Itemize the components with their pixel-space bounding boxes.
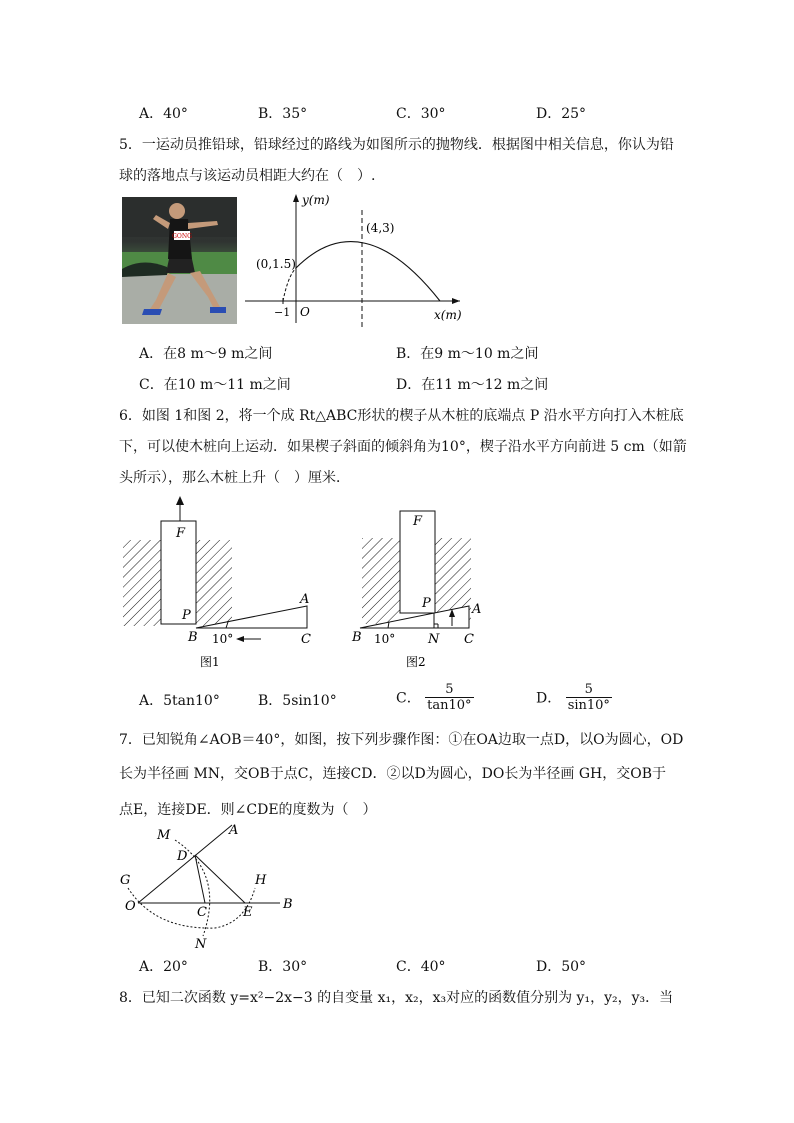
fig2-label-N: N [428,632,440,647]
fig2-label-F: F [413,514,423,529]
shot-put-photo [122,197,237,324]
vertex-point-label: (4,3) [366,221,395,235]
x-axis-label: x(m) [434,308,462,322]
q6-option-b: B．5sin10° [258,693,337,709]
q6-option-d: D． $\frac{5}{\sin 10^\circ}$ [536,682,610,713]
fig-label-E: E [243,905,253,920]
q5-option-c: C．在10 m～11 m之间 [139,377,291,393]
fig1-label-F: F [176,526,186,541]
q6-option-a: A．5tan10° [139,693,220,709]
q7-text-line1: 7．已知锐角∠AOB＝40°，如图，按下列步骤作图：①在OA边取一点D，以O为圆心，OD [119,732,684,748]
fig-label-N: N [195,937,207,952]
fig-label-O: O [125,899,136,914]
q8-text-line1: 8．已知二次函数 y=x²−2x−3 的自变量 x₁，x₂，x₃对应的函数值分别为 y₁，y₂，y₃．当 [119,990,674,1006]
q6-option-d-fraction: $\frac{5}{\sin 10^\circ}$ [567,682,610,713]
q6-option-c-fraction: $\frac{5}{\tan 10^\circ}$ [427,682,472,713]
fig1-angle-label: 10° [212,632,234,646]
q5-option-d: D．在11 m～12 m之间 [396,377,549,393]
fig1-caption: 图1 [200,655,220,669]
fig-label-H: H [255,873,267,888]
athlete-badge: GONG [172,233,192,240]
fig-label-B: B [283,897,293,912]
fig1-label-A: A [300,592,310,607]
parabola-graph [240,188,470,328]
origin-label: O [300,305,310,319]
fig2-label-C: C [464,632,474,647]
fig1-label-C: C [301,632,311,647]
q4-option-d: D．25° [536,106,587,122]
wedge-figure-2 [348,493,488,671]
q6-text-line1: 6．如图 1和图 2，将一个成 Rt△ABC形状的楔子从木桩的底端点 P 沿水平方向打入木桩底 [119,408,684,424]
fig2-angle-label: 10° [374,632,396,646]
fig2-caption: 图2 [406,655,426,669]
q5-option-a: A．在8 m～9 m之间 [139,346,273,362]
q6-option-c: C． $\frac{5}{\tan 10^\circ}$ [396,682,472,713]
q7-text-line2: 长为半径画 MN，交OB于点C，连接CD．②以D为圆心，DO长为半径画 GH，交OB于 [119,766,666,782]
fig2-label-A: A [472,602,482,617]
start-point-label: (0,1.5) [256,257,296,271]
q4-option-b: B．35° [258,106,308,122]
q7-option-c: C．40° [396,959,446,975]
fig-label-A: A [229,823,239,838]
athlete-figure [122,197,237,324]
fig-label-G: G [120,873,131,888]
q6-text-line2: 下，可以使木桩向上运动．如果楔子斜面的倾斜角为10°，楔子沿水平方向前进 5 cm（如箭 [119,439,687,455]
q4-option-c: C．30° [396,106,446,122]
fig-label-D: D [177,849,188,864]
angle-construction-figure [115,818,305,953]
q7-option-d: D．50° [536,959,587,975]
y-axis-label: y(m) [302,193,330,207]
q5-text-line2: 球的落地点与该运动员相距大约在（ ）. [119,168,376,184]
fig-label-M: M [157,828,171,843]
fig1-label-B: B [188,630,198,645]
q4-option-a: A．40° [139,106,188,122]
fig1-label-P: P [182,608,191,623]
q6-text-line3: 头所示），那么木桩上升（ ）厘米． [119,470,350,486]
fig2-label-P: P [422,596,431,611]
q5-option-b: B．在9 m～10 m之间 [396,346,539,362]
neg-one-label: −1 [274,306,291,319]
q7-option-a: A．20° [139,959,188,975]
q5-text-line1: 5．一运动员推铅球，铅球经过的路线为如图所示的抛物线．根据图中相关信息，你认为铅 [119,137,674,153]
q7-option-b: B．30° [258,959,308,975]
wedge-figure-1 [118,493,323,671]
fig-label-C: C [197,905,207,920]
q7-text-line3: 点E，连接DE．则∠CDE的度数为（ ） [119,802,377,818]
fig2-label-B: B [352,630,362,645]
